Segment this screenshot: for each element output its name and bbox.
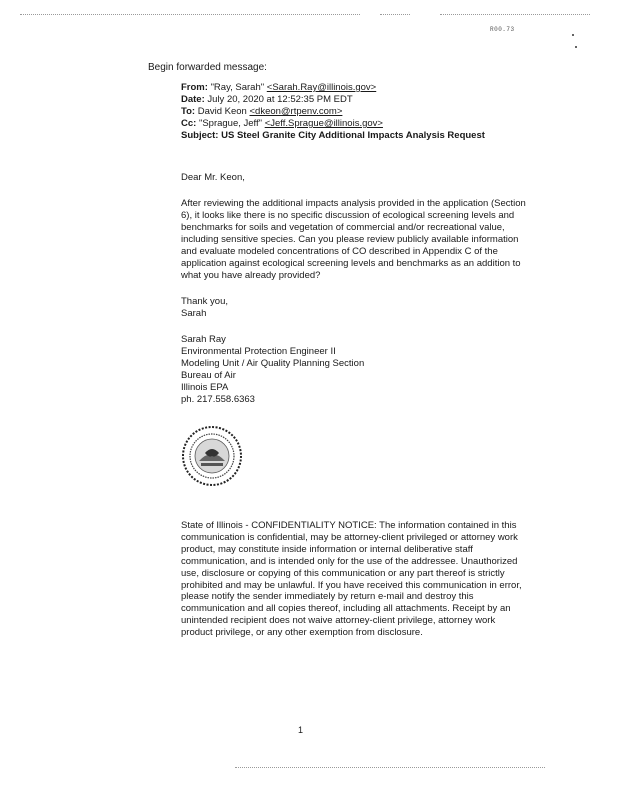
signature-agency: Illinois EPA <box>181 382 229 393</box>
scan-artifact-top-far-right <box>440 14 590 15</box>
email-header <box>181 82 521 142</box>
body-paragraph: After reviewing the additional impacts analysis provided in the application (Section 6), it looks like there is no specific discussion of ecological screening levels and benchmarks for soils and vegetation of commercial and/or recreational value, including sensitive species. Can you please review publicly available information and evaluate modeled concentrations of CO described in Appendix C of the application against ecological screening levels and benchmarks as an addition to what you have already provided? <box>181 198 526 281</box>
thanks-line: Thank you, <box>181 296 228 307</box>
short-name: Sarah <box>181 308 207 319</box>
from-label: From: <box>181 82 208 93</box>
to-email-link[interactable]: <dkeon@rtpenv.com> <box>249 106 343 117</box>
signature-unit: Modeling Unit / Air Quality Planning Section <box>181 358 365 369</box>
signature-name: Sarah Ray <box>181 334 226 345</box>
scan-artifact-top <box>20 14 360 15</box>
subject-row <box>181 130 521 142</box>
from-value: "Ray, Sarah" <box>210 82 265 93</box>
signature-phone: ph. 217.558.6363 <box>181 394 255 405</box>
date-value: July 20, 2020 at 12:52:35 PM EDT <box>207 94 353 105</box>
signature-title: Environmental Protection Engineer II <box>181 346 336 357</box>
subject-value: US Steel Granite City Additional Impacts Analysis Request <box>221 130 485 141</box>
state-seal-icon <box>181 425 243 487</box>
salutation: Dear Mr. Keon, <box>181 172 245 183</box>
date-label: Date: <box>181 94 205 105</box>
scan-artifact-bottom <box>235 767 545 768</box>
signature-block <box>181 334 526 406</box>
scan-speck <box>575 46 577 48</box>
from-email-link[interactable]: <Sarah.Ray@illinois.gov> <box>266 82 377 93</box>
to-value: David Keon <box>197 106 247 117</box>
date-row <box>181 94 521 106</box>
subject-label: Subject: <box>181 130 219 141</box>
cc-value: "Sprague, Jeff" <box>198 118 263 129</box>
page-number: 1 <box>298 725 304 735</box>
cc-label: Cc: <box>181 118 197 129</box>
to-row <box>181 106 521 118</box>
cc-row <box>181 118 521 130</box>
signature-bureau: Bureau of Air <box>181 370 236 381</box>
scan-speck <box>572 34 574 36</box>
bates-number: R00.73 <box>490 26 515 33</box>
confidentiality-notice: State of Illinois - CONFIDENTIALITY NOTICE: The information contained in this communication is confidential, may be attorney-client privileged or attorney work product, may constitute inside information or internal deliberative staff communication, and is intended only for the use of the addressee. Unauthorized use, disclosure or copying of this communication or any part thereof is strictly prohibited and may be unlawful. If you have received this communication in error, please notify the sender immediately by return e-mail and destroy this communication and all copies thereof, including all attachments. Receipt by an unintended recipient does not waive attorney-client privilege, attorney work product privilege, or any other exemption from disclosure. <box>181 520 522 639</box>
forward-line: Begin forwarded message: <box>148 62 267 73</box>
scan-artifact-top-right <box>380 14 410 15</box>
from-row <box>181 82 521 94</box>
email-body <box>181 172 526 406</box>
to-label: To: <box>181 106 196 117</box>
cc-email-link[interactable]: <Jeff.Sprague@illinois.gov> <box>264 118 383 129</box>
